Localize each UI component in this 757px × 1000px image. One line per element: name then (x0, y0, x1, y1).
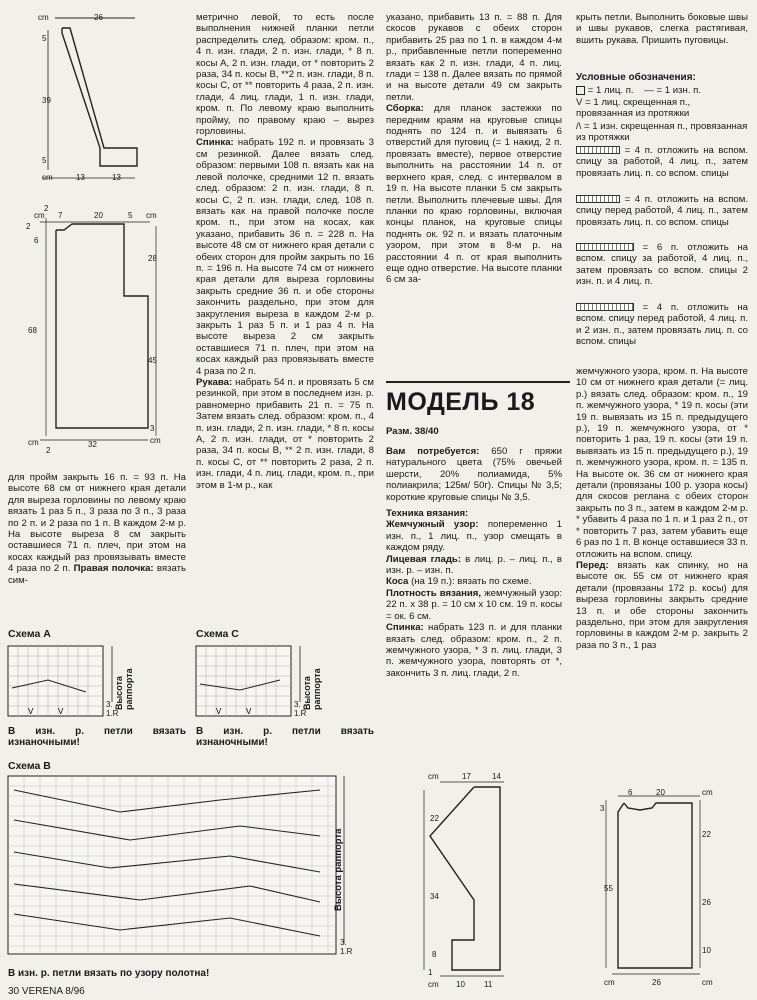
d3-b11: 11 (484, 980, 493, 989)
col2-paragraph: метрично левой, то есть после выполнения нижней планки петли распределить след. образом: кром. п., 4 п. изн. глади, 2 п. изн. глади, * 8 п. косы А, 2 п. изн. глади, от * повторить 2 раза, 34 п. косы В, **2 п. изн. глади, 8 п. косы С, от ** повторить 4 раза, 2 п. изн. глади, 4 лиц. глади, 1 п. изн. глади, кром. п. По левому краю выполнить пройму, по правому краю – вырез горловины. (196, 12, 374, 138)
scheme-c-note: В изн. р. петли вязать изнаночными! (196, 726, 374, 749)
model-size: Разм. 38/40 (386, 426, 439, 437)
svg-text:V: V (28, 707, 34, 716)
right-front-title: Правая полочка: (73, 563, 154, 575)
col4-paragraph: крыть петли. Выполнить боковые швы и швы рукавов, слегка растягивая, вшить рукава. Пришить пуговицы. (576, 12, 748, 46)
d4-b26: 26 (652, 978, 661, 987)
d2-top-5: 5 (128, 211, 133, 220)
model-title: МОДЕЛЬ 18 (386, 388, 536, 416)
legend-7-text: = 4 п. отложить на вспом. спицу перед работой, 4 лиц. п. и 2 изн. п., затем провязать лиц. п. со вспом. спицы (576, 302, 748, 348)
d3-b10: 10 (456, 980, 465, 989)
scheme-a-title: Схема А (8, 628, 51, 640)
assembly-text: для планок застежки по передним краям на круговые спицы поднять по 124 п. и вывязать 6 отверстий для пуговиц (= 1 накид, 2 п. провязать вместе), первое отверстие выполнить на расстоянии 14 п. от верхнего края, след. с интервалом в 19 п. На высоте планки 5 см закрыть петли. Выполнить плечевые швы. Для планки по краю горловины, включая концы планок, на круговые спицы поднять ок. 92 п. и вязать платочным узором, при этом в 8-м р. на расстоянии 4 п. от края выполнить еще одно отверстие. На высоте планки 6 см за- (386, 103, 562, 286)
d4-bcm1: cm (604, 978, 615, 987)
d4-t3: 3 (600, 804, 605, 813)
d3-w17: 17 (462, 772, 471, 781)
d3-cm: cm (428, 772, 439, 781)
d1-h39: 39 (42, 96, 51, 105)
need-text: 650 г пряжи натурального цвета (75% овечьей шерсти, 20% полиамида, 5% полиакрила; 125м/ 50г). Спицы № 3,5; короткие круговые спицы № 3,5. (386, 446, 562, 503)
d3-h8: 8 (432, 950, 437, 959)
d2-left-2: 2 (26, 222, 31, 231)
d2-right-28: 28 (148, 254, 157, 263)
d4-h26: 26 (702, 898, 711, 907)
svg-text:V: V (216, 707, 222, 716)
scheme-c-rapport: Высота раппорта (302, 668, 322, 710)
scheme-b-note: В изн. р. петли вязать по узору полотна! (8, 968, 210, 979)
legend-1b-text: — = 1 изн. п. (644, 85, 702, 96)
d2-left-68: 68 (28, 326, 37, 335)
scheme-a-rapport: Высота раппорта (114, 668, 134, 710)
svg-text:V: V (246, 707, 252, 716)
right-front-text: вязать сим- (8, 563, 186, 586)
scheme-c-row3: 3. (294, 700, 301, 709)
d1-h5a: 5 (42, 34, 47, 43)
d3-h22: 22 (430, 814, 439, 823)
d2-bot-32: 32 (88, 440, 97, 449)
scheme-a-note: В изн. р. петли вязать изнаночными! (8, 726, 186, 749)
col3-paragraph: указано, прибавить 13 п. = 88 п. Для скосов рукавов с обеих сторон прибавить 25 раз по 1 п. в каждом 4-м р., прибавленные петли попеременно вязать как 2 п. изн. глади, 4 п. лиц. глади = 138 п. Далее вязать по прямой и на высоте детали 49 см закрыть петли. (386, 12, 562, 103)
legend-5-text: = 4 п. отложить на вспом. спицу перед работой, 4 лиц. п., затем провязать лиц. п. со вспом. спицы (576, 194, 749, 228)
assembly-title: Сборка: (386, 103, 424, 115)
d1-bot-13b: 13 (112, 173, 121, 182)
d3-h34: 34 (430, 892, 439, 901)
pearl-title: Жемчужный узор: (386, 519, 479, 531)
back-text: набрать 192 п. и провязать 3 см резинкой. Далее вязать след. образом: первыми 108 п. вязать как на левой полочке, средними 12 п. вязать след. образом: 2 п. изн. глади, 8 п. косы С, 2 п. изн. глади, след. 108 п. вязать как на правой полочке после кром. п., при этом на косах, как указано, прибавить 36 п. = 228 п. На высоте 48 см от нижнего края детали с обеих сторон для пройм закрыть по 16 п. = 196 п. На высоте 74 см от нижнего края детали для выреза горловины закрыть средние 36 п. и обе стороны закончить раздельно, при этом для закругления выреза в каждом 2-м р. закрыть 1 раз 5 п. и 1 раз 4 п. На высоте выреза 2 см закрыть оставшиеся 71 п. плеч, при этом на косах каждый раз провязывать вместе 4 раза по 2 п. (196, 137, 374, 377)
legend-1-text: = 1 лиц. п. (587, 85, 634, 96)
d1-top-cm: cm (38, 13, 49, 22)
scheme-c-title: Схема С (196, 628, 239, 640)
legend-item-3: /\ = 1 изн. скрещенная п., провязанная из протяжки (576, 121, 748, 144)
sleeves-text: набрать 54 п. и провязать 5 см резинкой, при этом в последнем изн. р. равномерно прибавить 21 п. = 75 п. Затем вязать след. образом: кром. п., 4 п. изн. глади, 2 п. изн. глади, * 8 п. косы А, 2 п. изн. глади, от * повторить 2 раза, 34 п. косы В, ** 2 п. изн. глади, 8 п. косы С, от ** повторить 2 раза, 2 п. изн. глади, 4 п. лиц. глади, кром. п., при этом в 1-м р., как (196, 377, 375, 491)
d2-top-20: 20 (94, 211, 103, 220)
d2-left-6: 6 (34, 236, 39, 245)
scheme-b-row1: 1.R (340, 947, 353, 956)
legend-item-2: V = 1 лиц. скрещенная п., провязанная из протяжки (576, 97, 691, 120)
back-title: Спинка: (196, 137, 234, 149)
d2-bot-cm: cm (28, 438, 39, 447)
d3-h1: 1 (428, 968, 433, 977)
scheme-a-row3: 3. (106, 700, 113, 709)
stock-title: Лицевая гладь: (386, 553, 462, 565)
legend-6-text: = 6 п. отложить на вспом. спицу за работой, 4 лиц. п., затем провязать со вспом. спицы 2 изн. п. и 4 лиц. п. (576, 242, 748, 288)
d1-h5b: 5 (42, 156, 47, 165)
cable-text: (на 19 п.): вязать по схеме. (411, 576, 532, 588)
d1-bot-13a: 13 (76, 173, 85, 182)
d2-right-3: 3 (150, 424, 155, 433)
d4-h22: 22 (702, 830, 711, 839)
d2-right-cm: cm (150, 436, 161, 445)
col1-paragraph: для пройм закрыть 16 п. = 93 п. На высоте 68 см от нижнего края детали для выреза горловины по левому краю вязать 1 раз 5 п., 3 раза по 3 п., 3 раза по 2 п. и 2 раза по 1 п. В каждом 2-м р. На высоте выреза 8 см закрыть оставшиеся 71 п. плеч, при этом на косах каждый раз провязывать вместе 4 раза по 2 п. (8, 472, 186, 575)
scheme-b-row3: 3. (340, 938, 347, 947)
pearl-text: попеременно 1 изн. п., 1 лиц. п., узор смещать в каждом ряду. (386, 519, 562, 554)
svg-text:V: V (58, 707, 64, 716)
scheme-b-rapport: Высота раппорта (333, 828, 344, 912)
m18-back-text: набрать 123 п. и для планки вязать след. образом: кром. п., 2 п. жемчужного узора, * 3 п. лиц. глади, 3 п. жемчужного узора, повторять от *, закончить 3 п. лиц. глади, 2 п. (386, 622, 562, 679)
d2-right-45: 45 (148, 356, 157, 365)
d4-tcm: cm (702, 788, 713, 797)
sleeves-title: Рукава: (196, 377, 233, 388)
stock-text: в лиц. р. – лиц. п., в изн. р. – изн. п. (386, 553, 562, 577)
d4-h55: 55 (604, 884, 613, 893)
d2-top-2: 2 (44, 204, 49, 213)
cable-title: Коса (386, 576, 409, 588)
legend-title: Условные обозначения: (576, 72, 696, 83)
d1-bot-cm: cm (42, 173, 53, 182)
density-text: жемчужный узор: 22 п. x 38 р. = 10 см x 10 см. 19 п. косы = ок. 6 см. (386, 587, 562, 622)
front-title: Перед: (576, 559, 609, 571)
d3-w14: 14 (492, 772, 501, 781)
d4-t6: 6 (628, 788, 633, 797)
density-title: Плотность вязания, (386, 587, 482, 599)
d4-t20: 20 (656, 788, 665, 797)
tech-title: Техника вязания: (386, 508, 469, 520)
d2-bot-2: 2 (46, 446, 51, 455)
d2-top-7: 7 (58, 211, 63, 220)
front-text: вязать как спинку, но на высоте ок. 55 см от нижнего края детали (провязаны 172 р. косы) для выреза горловины закрыть средние 13 п. и обе стороны закончить раздельно, при этом для закругления горловины в каждом 2-м р. закрыть 2 раза по 3 п., 1 раз (576, 559, 748, 651)
scheme-c-row1: 1.R (294, 709, 307, 718)
page-footer: 30 VERENA 8/96 (8, 986, 85, 997)
d4-bcm2: cm (702, 978, 713, 987)
m18-col2-text: жемчужного узора, кром. п. На высоте 10 см от нижнего края детали (= лиц. р.) вязать след. образом: кром. п., 19 п. жемчужного узора, * 19 п. косы (эти 19 п. вывязать из 15 п. предыдущего р.), 19 п. жемчужного узора, от * повторить 1 раз, 19 п. косы (эти 19 п. вывязать из 15 п. предыдущего р.), 19 п. жемчужного узора, кром. п. = 135 п. На высоте ок. 36 см от нижнего края детали (провязаны 100 р. узора косы) для скосов реглана с обеих сторон закрыть по 3 п., затем в каждом 2-м р. * убавить 4 раза по 1 п. и 1 раз 2 п., от * повторить 7 раз, затем убавить еще 6 раз по 1 п. В конце оставшиеся 33 п. отложить на вспом. спицу. (576, 366, 748, 560)
scheme-b-title: Схема В (8, 760, 51, 772)
d3-bot-cm: cm (428, 980, 439, 989)
d4-h10: 10 (702, 946, 711, 955)
legend-4-text: = 4 п. отложить на вспом. спицу за работой, 4 лиц. п., затем провязать лиц. п. со вспом. спицы (576, 145, 749, 179)
scheme-a-row1: 1.R (106, 709, 119, 718)
need-title: Вам потребуется: (386, 446, 480, 457)
d1-top-width: 26 (94, 13, 103, 22)
d2-cm2: cm (146, 211, 157, 220)
d2-cm1: cm (34, 211, 45, 220)
m18-back-title: Спинка: (386, 622, 424, 634)
